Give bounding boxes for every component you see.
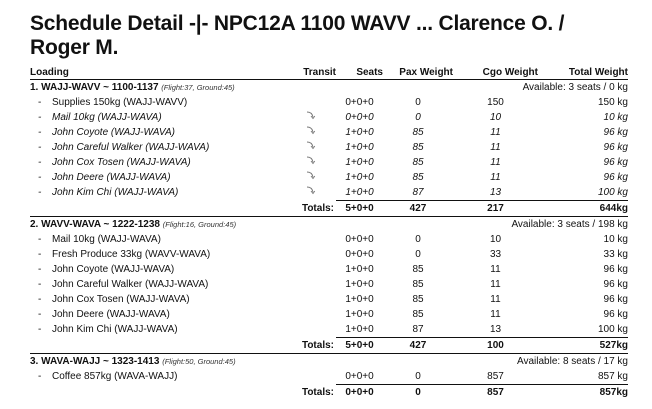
transit-cell	[274, 322, 336, 338]
item-cell	[30, 292, 274, 307]
totals-cgo-weight: 857	[453, 385, 538, 401]
seats-cell: 1+0+0	[345, 187, 374, 198]
seats-cell: 0+0+0	[345, 112, 374, 123]
table-row	[30, 185, 628, 201]
seats-cell: 1+0+0	[345, 324, 374, 335]
item-bullet: -	[38, 234, 42, 245]
transit-cell	[274, 155, 336, 170]
item-name: John Cox Tosen (WAJJ-WAVA)	[52, 294, 190, 305]
transit-arrow-icon	[306, 127, 316, 137]
schedule-body	[30, 80, 628, 401]
item-cell	[30, 369, 274, 385]
totals-pax-weight: 427	[383, 201, 453, 217]
total-weight-cell: 96 kg	[603, 127, 628, 138]
item-bullet: -	[38, 294, 42, 305]
cgo-weight-cell: 11	[490, 142, 501, 153]
leg-title	[30, 80, 383, 96]
pax-weight-cell: 85	[412, 309, 424, 320]
item-bullet: -	[38, 279, 42, 290]
totals-pax-weight: 427	[383, 338, 453, 354]
seats-cell: 1+0+0	[345, 127, 374, 138]
item-cell	[30, 322, 274, 338]
cgo-weight-cell: 11	[490, 127, 501, 138]
pax-weight-cell: 85	[412, 294, 424, 305]
total-weight-cell: 100 kg	[597, 324, 628, 335]
leg-route-label: 1. WAJJ-WAVV ~ 1100-1137	[30, 82, 159, 93]
item-cell	[30, 155, 274, 170]
leg-flight-ground: (Flight:50, Ground:45)	[162, 357, 236, 366]
item-cell	[30, 95, 274, 110]
leg-availability: Available: 8 seats / 17 kg	[383, 354, 628, 370]
table-row	[30, 322, 628, 338]
total-weight-cell: 96 kg	[603, 309, 628, 320]
item-bullet: -	[38, 249, 42, 260]
item-name: Mail 10kg (WAJJ-WAVA)	[52, 234, 161, 245]
item-name: John Careful Walker (WAJJ-WAVA)	[52, 279, 209, 290]
seats-cell: 1+0+0	[345, 142, 374, 153]
cgo-weight-cell: 150	[487, 97, 504, 108]
totals-total-weight: 857kg	[538, 385, 628, 401]
item-name: John Coyote (WAJJ-WAVA)	[52, 127, 176, 138]
totals-row	[30, 385, 628, 401]
header-total-weight: Total Weight	[568, 67, 628, 78]
pax-weight-cell: 0	[415, 371, 421, 382]
item-bullet: -	[38, 324, 42, 336]
table-row	[30, 95, 628, 110]
cgo-weight-cell: 11	[490, 157, 501, 168]
total-weight-cell: 33 kg	[603, 249, 628, 260]
seats-cell: 1+0+0	[345, 279, 374, 290]
item-cell	[30, 140, 274, 155]
transit-cell	[274, 185, 336, 201]
transit-cell	[274, 125, 336, 140]
item-name: Mail 10kg (WAJJ-WAVA)	[52, 112, 162, 123]
cgo-weight-cell: 13	[489, 324, 502, 335]
leg-route-label: 2. WAVV-WAVA ~ 1222-1238	[30, 219, 160, 230]
item-bullet: -	[38, 371, 42, 383]
item-bullet: -	[38, 264, 42, 275]
seats-cell: 1+0+0	[345, 294, 374, 305]
item-name: John Kim Chi (WAJJ-WAVA)	[52, 324, 178, 336]
pax-weight-cell: 85	[412, 157, 424, 168]
item-bullet: -	[38, 142, 42, 153]
item-bullet: -	[38, 157, 42, 168]
transit-arrow-icon	[306, 187, 316, 197]
transit-cell	[274, 262, 336, 277]
totals-seats: 0+0+0	[336, 385, 383, 401]
totals-label: Totals:	[301, 339, 334, 351]
pax-weight-cell: 87	[412, 324, 424, 335]
transit-cell	[274, 292, 336, 307]
header-cgo-weight: Cgo Weight	[482, 67, 538, 78]
table-row	[30, 232, 628, 247]
item-cell	[30, 125, 274, 140]
item-bullet: -	[38, 127, 42, 138]
totals-seats: 5+0+0	[336, 338, 383, 354]
table-row	[30, 247, 628, 262]
leg-availability: Available: 3 seats / 198 kg	[383, 217, 628, 233]
item-name: John Careful Walker (WAJJ-WAVA)	[52, 142, 210, 153]
table-row	[30, 110, 628, 125]
transit-cell	[274, 369, 336, 385]
seats-cell: 1+0+0	[345, 157, 374, 168]
pax-weight-cell: 85	[412, 264, 424, 275]
item-cell	[30, 247, 274, 262]
item-cell	[30, 232, 274, 247]
table-row	[30, 170, 628, 185]
transit-cell	[274, 170, 336, 185]
seats-cell: 1+0+0	[345, 264, 374, 275]
pax-weight-cell: 0	[415, 97, 421, 108]
transit-cell	[274, 95, 336, 110]
item-name: John Kim Chi (WAJJ-WAVA)	[52, 187, 179, 199]
seats-cell: 0+0+0	[345, 371, 374, 382]
total-weight-cell: 96 kg	[603, 264, 628, 275]
leg-route-label: 3. WAVA-WAJJ ~ 1323-1413	[30, 356, 160, 367]
item-cell	[30, 262, 274, 277]
header-pax-weight: Pax Weight	[399, 67, 453, 78]
totals-pax-weight: 0	[383, 385, 453, 401]
transit-cell	[274, 232, 336, 247]
transit-arrow-icon	[306, 112, 316, 122]
table-row	[30, 277, 628, 292]
seats-cell: 0+0+0	[345, 234, 374, 245]
item-bullet: -	[38, 309, 42, 320]
total-weight-cell: 10 kg	[603, 112, 628, 123]
pax-weight-cell: 0	[415, 249, 421, 260]
item-name: Fresh Produce 33kg (WAVV-WAVA)	[52, 249, 211, 260]
cgo-weight-cell: 857	[487, 371, 504, 382]
leg-header-row	[30, 354, 628, 370]
table-row	[30, 369, 628, 385]
leg-header-row	[30, 217, 628, 233]
total-weight-cell: 10 kg	[603, 234, 628, 245]
total-weight-cell: 96 kg	[603, 279, 628, 290]
item-cell	[30, 277, 274, 292]
cgo-weight-cell: 10	[489, 234, 502, 245]
page-title: Schedule Detail -|- NPC12A 1100 WAVV ... Clarence O. / Roger M.	[30, 12, 565, 59]
schedule-table	[30, 66, 628, 400]
table-header-row	[30, 66, 628, 80]
transit-cell	[274, 277, 336, 292]
pax-weight-cell: 85	[412, 279, 424, 290]
cgo-weight-cell: 11	[490, 309, 501, 320]
pax-weight-cell: 0	[415, 112, 421, 123]
item-cell	[30, 307, 274, 322]
totals-label: Totals:	[301, 202, 334, 214]
totals-label: Totals:	[301, 386, 334, 398]
header-seats: Seats	[356, 67, 383, 78]
cgo-weight-cell: 11	[490, 294, 501, 305]
seats-cell: 1+0+0	[345, 172, 374, 183]
table-row	[30, 292, 628, 307]
table-row	[30, 140, 628, 155]
pax-weight-cell: 85	[412, 172, 424, 183]
table-row	[30, 155, 628, 170]
pax-weight-cell: 85	[412, 142, 424, 153]
totals-seats: 5+0+0	[336, 201, 383, 217]
header-loading: Loading	[30, 67, 69, 78]
seats-cell: 1+0+0	[345, 309, 374, 320]
totals-row	[30, 338, 628, 354]
totals-total-weight: 527kg	[538, 338, 628, 354]
total-weight-cell: 96 kg	[603, 294, 628, 305]
item-name: John Cox Tosen (WAJJ-WAVA)	[52, 157, 191, 168]
total-weight-cell: 100 kg	[597, 187, 628, 198]
transit-cell	[274, 110, 336, 125]
item-bullet: -	[38, 112, 42, 123]
transit-arrow-icon	[306, 142, 316, 152]
leg-title	[30, 354, 383, 370]
leg-header-row	[30, 80, 628, 96]
item-bullet: -	[38, 97, 42, 108]
table-row	[30, 307, 628, 322]
item-bullet: -	[38, 172, 42, 183]
header-transit: Transit	[303, 67, 336, 78]
leg-availability: Available: 3 seats / 0 kg	[383, 80, 628, 96]
item-name: John Coyote (WAJJ-WAVA)	[52, 264, 175, 275]
cgo-weight-cell: 11	[490, 279, 501, 290]
transit-arrow-icon	[306, 172, 316, 182]
cgo-weight-cell: 33	[489, 249, 502, 260]
transit-arrow-icon	[306, 157, 316, 167]
leg-flight-ground: (Flight:37, Ground:45)	[161, 83, 235, 92]
transit-cell	[274, 140, 336, 155]
totals-total-weight: 644kg	[538, 201, 628, 217]
totals-cgo-weight: 100	[453, 338, 538, 354]
table-row	[30, 262, 628, 277]
pax-weight-cell: 85	[412, 127, 424, 138]
seats-cell: 0+0+0	[345, 249, 374, 260]
transit-cell	[274, 247, 336, 262]
total-weight-cell: 857 kg	[597, 371, 628, 382]
item-name: Supplies 150kg (WAJJ-WAVV)	[52, 97, 188, 108]
pax-weight-cell: 0	[415, 234, 421, 245]
item-bullet: -	[38, 187, 42, 199]
item-cell	[30, 185, 274, 201]
schedule-detail-page	[30, 12, 628, 400]
item-name: John Deere (WAJJ-WAVA)	[52, 309, 170, 320]
leg-title	[30, 217, 383, 233]
item-name: Coffee 857kg (WAVA-WAJJ)	[52, 371, 178, 383]
cgo-weight-cell: 11	[490, 264, 501, 275]
table-row	[30, 125, 628, 140]
total-weight-cell: 96 kg	[603, 172, 628, 183]
transit-cell	[274, 307, 336, 322]
cgo-weight-cell: 10	[489, 112, 502, 123]
totals-cgo-weight: 217	[453, 201, 538, 217]
cgo-weight-cell: 13	[489, 187, 502, 198]
total-weight-cell: 96 kg	[603, 142, 628, 153]
pax-weight-cell: 87	[412, 187, 424, 198]
total-weight-cell: 96 kg	[603, 157, 628, 168]
cgo-weight-cell: 11	[490, 172, 501, 183]
item-name: John Deere (WAJJ-WAVA)	[52, 172, 171, 183]
leg-flight-ground: (Flight:16, Ground:45)	[162, 220, 237, 229]
totals-row	[30, 201, 628, 217]
total-weight-cell: 150 kg	[597, 97, 628, 108]
item-cell	[30, 110, 274, 125]
seats-cell: 0+0+0	[345, 97, 374, 108]
item-cell	[30, 170, 274, 185]
